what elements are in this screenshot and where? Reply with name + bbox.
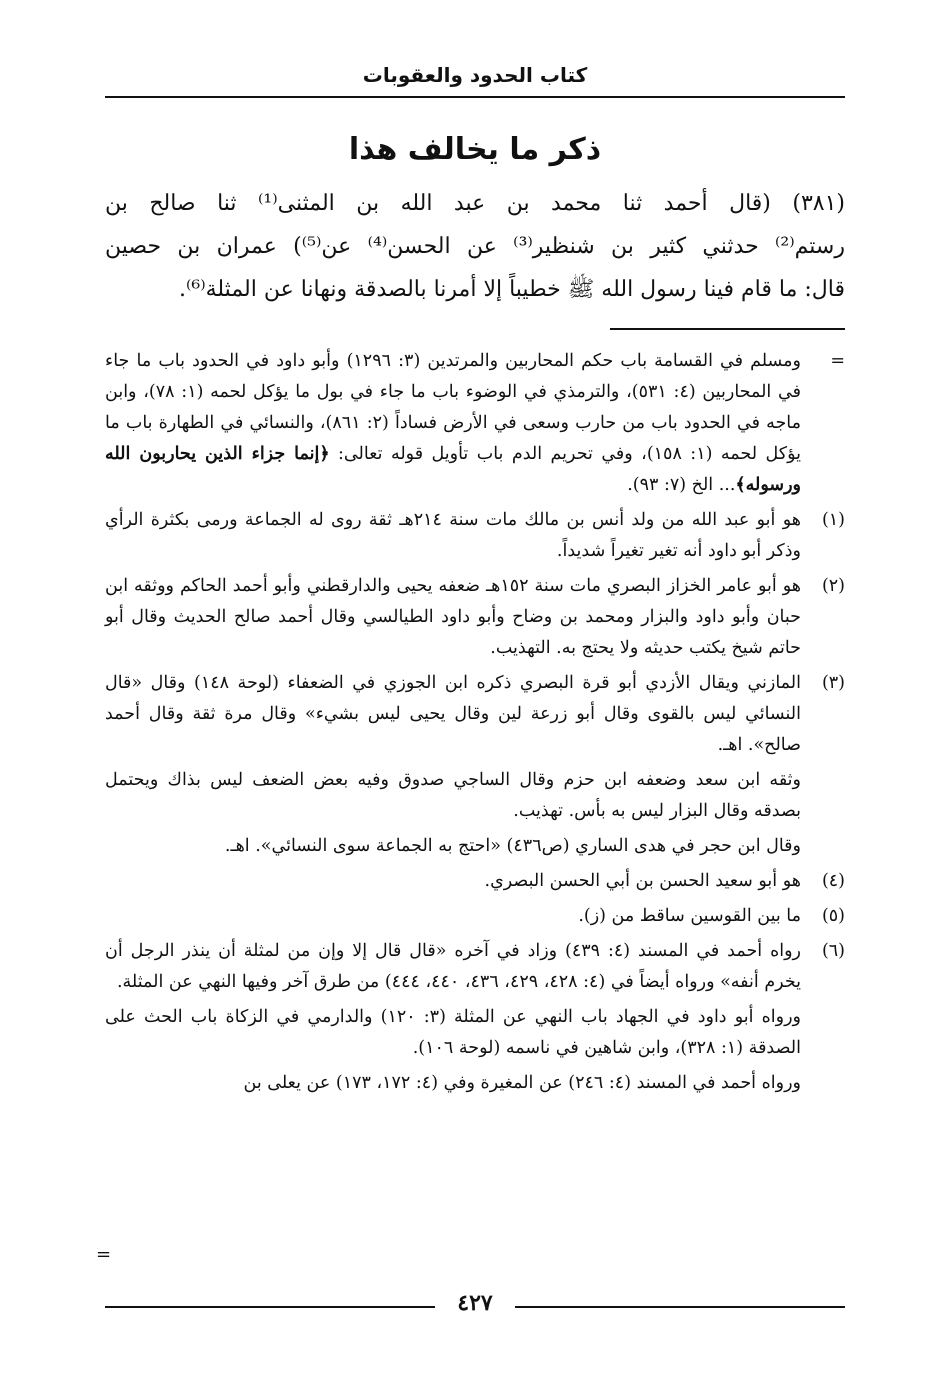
footnote-text: هو أبو سعيد الحسن بن أبي الحسن البصري.: [484, 871, 801, 891]
footnote-mark: (٦): [821, 941, 845, 961]
footnotes: [105, 346, 845, 1103]
footer-rule: [515, 1306, 845, 1308]
footnote-text-part: ... الخ (٧: ٩٣).: [627, 475, 736, 495]
footnote-mark: (٤): [821, 871, 845, 891]
page-number: ٤٢٧: [457, 1290, 493, 1316]
footnote-text-part: ومسلم في القسامة باب حكم المحاربين والمرتدين (٣: ١٢٩٦) وأبو داود في الحدود باب ما جاء في المحاربين (٤: ٥٣١)، والترمذي في الوضوء باب ما جاء في بول ما يؤكل لحمه (١: ٧٨)، وابن ماجه في الحدود باب من حارب وسعى في الأرض فساداً (٢: ٨٦١)، والنسائي في الطهارة باب ما يؤكل لحمه (١: ١٥٨)، وفي تحريم الدم باب تأويل قوله تعالى:: [105, 351, 801, 464]
page-footer: [105, 1290, 845, 1320]
footnote-text: وقال ابن حجر في هدى الساري (ص٤٣٦) «احتج به الجماعة سوى النسائي». اهـ.: [224, 836, 801, 856]
hadith-text: [105, 182, 845, 311]
footnote-mark: (٢): [821, 576, 845, 596]
running-header: [105, 56, 845, 98]
quran-quote: ﴿إنما جزاء الذين يحاربون الله ورسوله﴾: [105, 444, 801, 495]
footnote-text: [105, 346, 801, 501]
footnote-3: [105, 668, 845, 862]
hadith-line: قال: ما قام فينا رسول الله ﷺ خطيباً إلا أمرنا بالصدقة ونهانا عن المثلة⁽⁶⁾.: [178, 277, 845, 302]
footnote-text: المازني ويقال الأزدي أبو قرة البصري ذكره ابن الجوزي في الضعفاء (لوحة ١٤٨) وقال «قال النسائي ليس بالقوى وقال أبو زرعة لين وقال يحيى ليس بشيء» وقال مرة ثقة وقال أحمد صالح». اهـ.: [105, 673, 802, 755]
book-title: كتاب الحدود والعقوبات: [362, 63, 588, 87]
footnote-4: [105, 866, 845, 897]
section-title: ذكر ما يخالف هذا: [348, 132, 602, 167]
footnote-mark: (٥): [821, 906, 845, 926]
footnote-5: [105, 901, 845, 932]
footnote-text: هو أبو عامر الخزاز البصري مات سنة ١٥٢هـ ضعفه يحيى والدارقطني وأبو أحمد الحاكم ووثقه ابن حبان وأبو داود والبزار ومحمد بن وضاح وأبو داود الطيالسي وقال أحمد صالح الحديث وقال أبو حاتم شيخ يكتب حديثه ولا يحتج به. التهذيب.: [105, 576, 801, 658]
footnote-text: ورواه أبو داود في الجهاد باب النهي عن المثلة (٣: ١٢٠) والدارمي في الزكاة باب الحث على الصدقة (١: ٣٢٨)، وابن شاهين في ناسمه (لوحة ١٠٦).: [105, 1007, 801, 1058]
hadith-line: (٣٨١) (قال أحمد ثنا محمد بن عبد الله بن المثنى⁽¹⁾ ثنا صالح بن: [105, 191, 845, 216]
footnote-2: [105, 571, 845, 664]
footnote-mark: (١): [821, 510, 845, 530]
continuation-mark: =: [96, 1244, 112, 1265]
footnote-1: [105, 505, 845, 567]
hadith-line: رستم⁽²⁾ حدثني كثير بن شنظير⁽³⁾ عن الحسن⁽⁴⁾ عن⁽⁵⁾) عمران بن حصين: [105, 234, 845, 259]
footnote-text: وثقه ابن سعد وضعفه ابن حزم وقال الساجي صدوق وفيه بعض الضعف ليس بذاك ويحتمل بصدقه وقال البزار ليس به بأس. تهذيب.: [105, 770, 801, 821]
footer-rule: [105, 1306, 435, 1308]
footnote-continuation: [105, 346, 845, 501]
footnote-mark: =: [830, 351, 845, 371]
footnote-text: هو أبو عبد الله من ولد أنس بن مالك مات سنة ٢١٤هـ ثقة روى له الجماعة ورمى بكثرة الرأي وذكر أبو داود أنه تغير تغيراً شديداً.: [105, 510, 801, 561]
footnote-text: رواه أحمد في المسند (٤: ٤٣٩) وزاد في آخره «قال قال إلا وإن من لمثلة أن ينذر الرجل أن يخرم أنفه» ورواه أيضاً في (٤: ٤٢٨، ٤٢٩، ٤٣٦، ٤٤٠، ٤٤٤) من طرق آخر وفيها النهي عن المثلة.: [105, 941, 801, 992]
footnote-separator: [610, 328, 845, 330]
footnote-mark: (٣): [821, 673, 845, 693]
footnote-text: ما بين القوسين ساقط من (ز).: [578, 906, 801, 926]
footnote-text: ورواه أحمد في المسند (٤: ٢٤٦) عن المغيرة وفي (٤: ١٧٢، ١٧٣) عن يعلى بن: [243, 1073, 801, 1093]
footnote-6: [105, 936, 845, 1099]
